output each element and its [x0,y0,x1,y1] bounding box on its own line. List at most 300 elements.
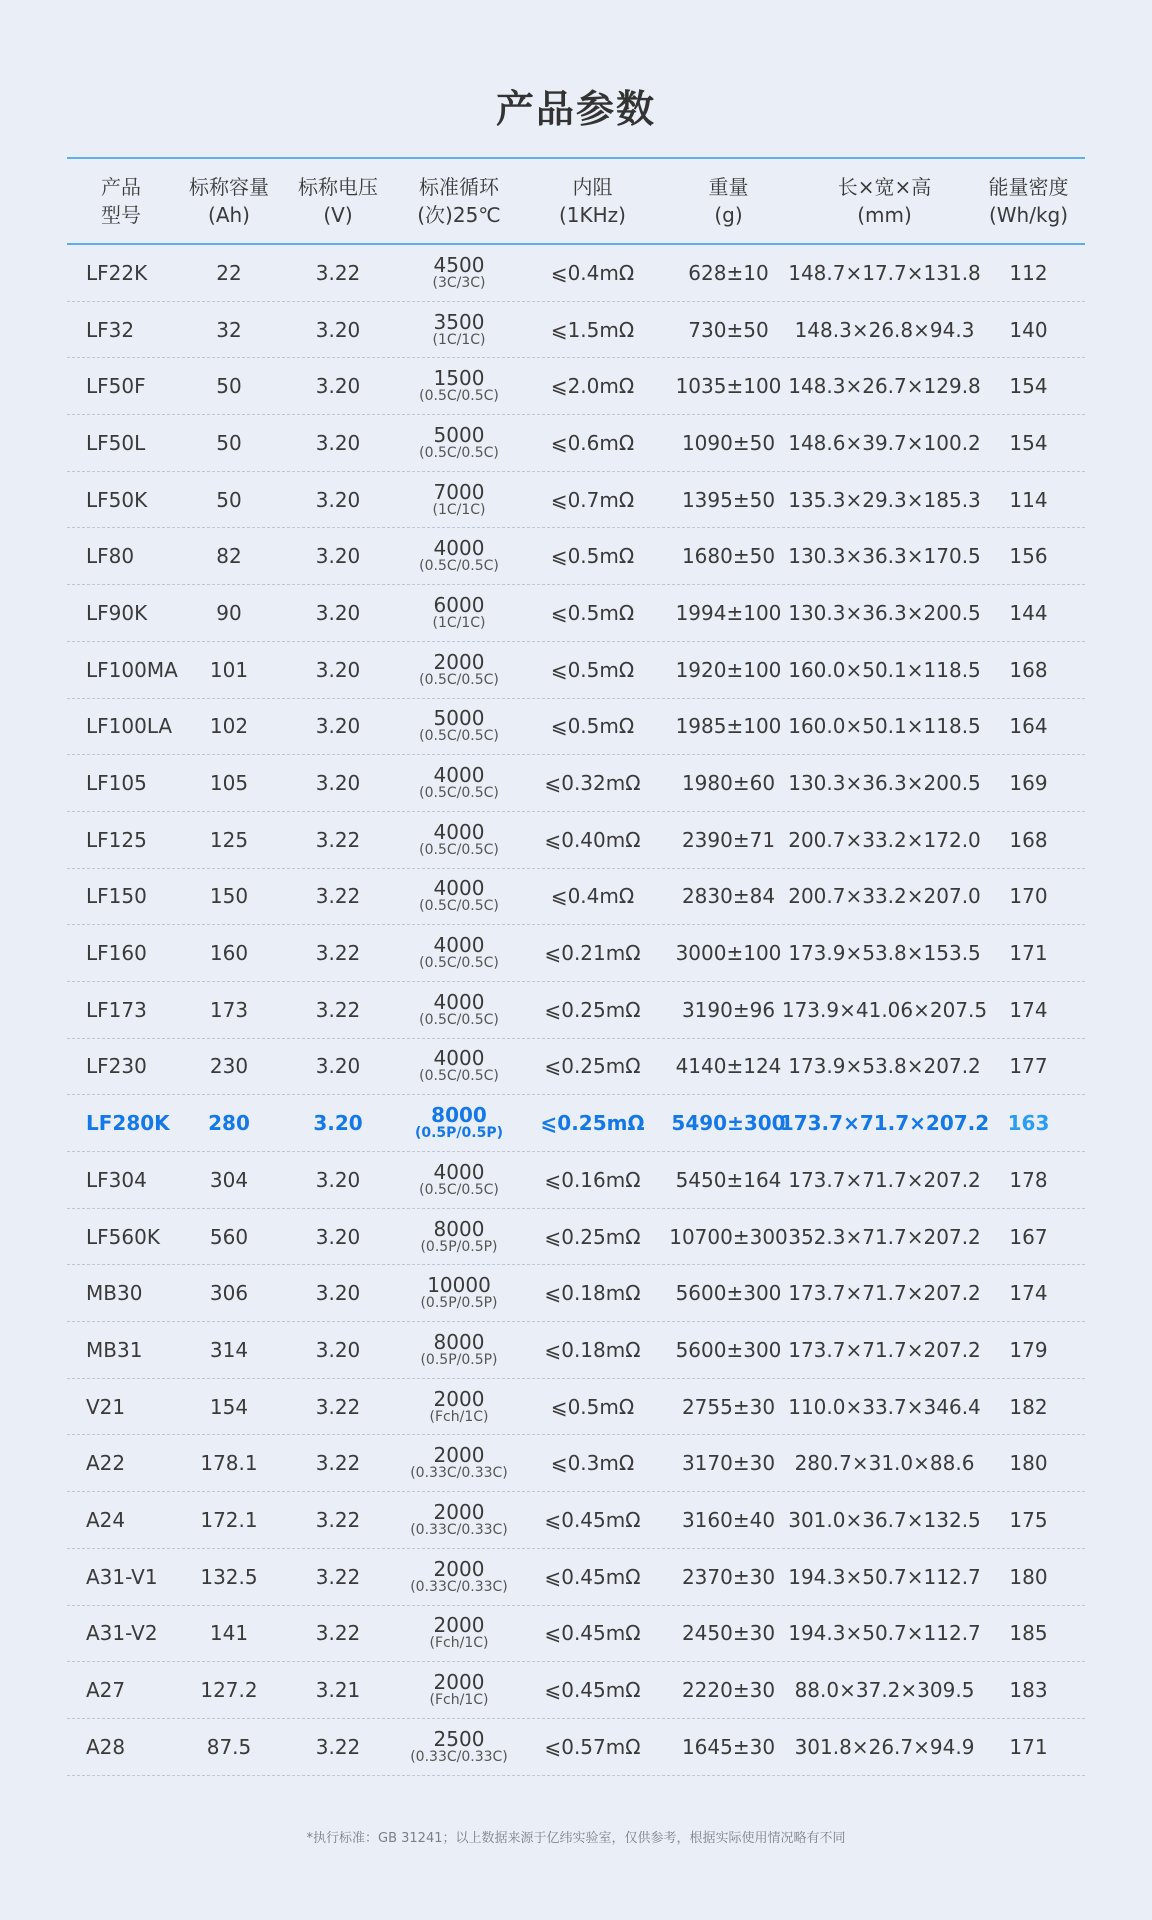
model-cell: MB31 [86,1337,143,1362]
resistance-cell: ⩽0.45mΩ [544,1564,641,1589]
resistance-cell: ⩽1.5mΩ [550,317,635,342]
weight-cell: 3000±100 [675,941,782,966]
cycle-cell [393,1615,525,1651]
cycle-count: 2000 [433,1386,485,1411]
cycle-rate: (0.5P/0.5P) [420,1351,498,1368]
cycle-count: 4000 [433,933,485,958]
cycle-rate: (Fch/1C) [429,1635,489,1652]
model-cell: A22 [86,1451,126,1476]
energy-density-cell: 185 [1009,1621,1048,1646]
cycle-count: 8000 [433,1216,485,1241]
cycle-rate: (0.5C/0.5C) [419,388,499,405]
cycle-count: 4000 [433,763,485,788]
resistance-cell: ⩽2.0mΩ [550,374,635,399]
model-cell: A31-V1 [86,1564,158,1589]
model-cell: LF105 [86,771,147,796]
cycle-cell [393,1386,525,1425]
resistance-cell: ⩽0.18mΩ [544,1337,641,1362]
dimensions-cell: 130.3×36.3×200.5 [788,771,981,796]
weight-cell: 5600±300 [675,1337,782,1362]
voltage-cell: 3.22 [315,1621,361,1646]
cycle-count: 2000 [433,1556,485,1581]
model-cell: LF90K [86,600,148,625]
table-row [67,982,1085,1039]
voltage-cell: 3.20 [315,317,361,342]
cycle-count: 4000 [433,536,485,561]
header-capacity: 标称容量 (Ah) [189,175,269,227]
dimensions-cell: 148.3×26.7×129.8 [788,374,981,399]
capacity-cell: 105 [209,771,249,796]
model-cell: LF80 [86,544,135,569]
weight-cell: 628±10 [688,260,769,285]
cycle-cell [393,252,525,291]
cycle-rate: (1C/1C) [432,331,486,348]
cycle-cell [393,1329,525,1368]
cycle-cell [393,538,525,574]
dimensions-cell: 130.3×36.3×200.5 [788,600,981,625]
table-row [67,1719,1085,1776]
cycle-count: 8000 [433,1329,485,1354]
capacity-cell: 50 [216,487,242,512]
model-cell: A31-V2 [86,1621,158,1646]
weight-cell: 2390±71 [681,827,776,852]
cycle-rate: (0.5C/0.5C) [419,558,499,575]
energy-density-cell: 182 [1009,1394,1048,1419]
header-resistance: 内阻 (1KHz) [559,175,626,227]
cycle-rate: (0.33C/0.33C) [410,1465,508,1482]
table-row [67,1265,1085,1322]
voltage-cell: 3.20 [315,1281,361,1306]
weight-cell: 2450±30 [681,1621,776,1646]
capacity-cell: 150 [209,884,249,909]
voltage-cell: 3.20 [315,1337,361,1362]
voltage-cell: 3.20 [315,1054,361,1079]
resistance-cell: ⩽0.21mΩ [544,941,641,966]
weight-cell: 1680±50 [681,544,776,569]
model-cell: LF280K [86,1111,170,1136]
model-cell: LF304 [86,1167,147,1192]
energy-density-cell: 177 [1009,1054,1048,1079]
voltage-cell: 3.20 [315,1224,361,1249]
energy-density-cell: 168 [1009,657,1048,682]
voltage-cell: 3.22 [315,827,361,852]
weight-cell: 1920±100 [675,657,782,682]
dimensions-cell: 301.0×36.7×132.5 [788,1507,981,1532]
energy-density-cell: 174 [1009,997,1048,1022]
cycle-rate: (0.33C/0.33C) [410,1521,508,1538]
weight-cell: 2370±30 [681,1564,776,1589]
weight-cell: 3170±30 [681,1451,776,1476]
dimensions-cell: 200.7×33.2×207.0 [788,884,981,909]
dimensions-cell: 110.0×33.7×346.4 [788,1394,981,1419]
capacity-cell: 50 [216,430,242,455]
table-row [67,1095,1085,1152]
model-cell: V21 [86,1394,126,1419]
dimensions-cell: 173.7×71.7×207.2 [788,1167,981,1192]
cycle-cell [393,708,525,744]
voltage-cell: 3.22 [315,1394,361,1419]
cycle-count: 4000 [433,1159,485,1184]
capacity-cell: 87.5 [206,1734,252,1759]
voltage-cell: 3.20 [315,657,361,682]
weight-cell: 3190±96 [681,997,776,1022]
resistance-cell: ⩽0.25mΩ [544,997,641,1022]
capacity-cell: 101 [209,657,249,682]
voltage-cell: 3.20 [315,374,361,399]
table-row [67,1209,1085,1266]
table-row [67,585,1085,642]
model-cell: LF50F [86,374,146,399]
energy-density-cell: 170 [1009,884,1048,909]
weight-cell: 1994±100 [675,600,782,625]
table-row [67,302,1085,359]
cycle-cell [393,422,525,461]
dimensions-cell: 88.0×37.2×309.5 [794,1678,975,1703]
resistance-cell: ⩽0.4mΩ [550,260,635,285]
cycle-count: 2000 [433,1499,485,1524]
resistance-cell: ⩽0.25mΩ [544,1054,641,1079]
energy-density-cell: 169 [1009,771,1048,796]
weight-cell: 5490±300 [671,1111,786,1136]
dimensions-cell: 173.9×53.8×153.5 [788,941,981,966]
dimensions-cell: 160.0×50.1×118.5 [788,657,981,682]
model-cell: LF125 [86,827,147,852]
capacity-cell: 102 [209,714,249,739]
energy-density-cell: 156 [1009,544,1048,569]
capacity-cell: 172.1 [200,1507,258,1532]
table-row [67,755,1085,812]
header-energy-density: 能量密度 (Wh/kg) [988,175,1069,227]
table-row [67,1492,1085,1549]
cycle-rate: (0.33C/0.33C) [410,1578,508,1595]
voltage-cell: 3.20 [315,714,361,739]
cycle-rate: (0.5P/0.5P) [420,1295,498,1312]
cycle-count: 2000 [433,649,485,674]
header-model: 产品 型号 [101,175,141,227]
voltage-cell: 3.22 [315,997,361,1022]
voltage-cell: 3.22 [315,884,361,909]
page-title: 产品参数 [495,87,656,131]
capacity-cell: 173 [209,997,249,1022]
energy-density-cell: 183 [1009,1678,1048,1703]
cycle-cell [393,1672,525,1708]
voltage-cell: 3.20 [313,1111,363,1136]
cycle-rate: (0.5C/0.5C) [419,1181,499,1198]
cycle-count: 5000 [433,706,485,731]
voltage-cell: 3.22 [315,1507,361,1532]
energy-density-cell: 171 [1009,941,1048,966]
cycle-count: 4000 [433,819,485,844]
header-cycle: 标准循环 (次)25℃ [417,175,501,227]
cycle-count: 2000 [433,1670,485,1695]
weight-cell: 10700±300 [669,1224,788,1249]
voltage-cell: 3.21 [315,1678,361,1703]
capacity-cell: 90 [216,600,242,625]
weight-cell: 4140±124 [675,1054,782,1079]
voltage-cell: 3.20 [315,487,361,512]
resistance-cell: ⩽0.45mΩ [544,1507,641,1532]
cycle-cell [393,1726,525,1765]
cycle-rate: (0.5C/0.5C) [419,728,499,745]
footnote: *执行标准：GB 31241；以上数据来源于亿纬实验室，仅供参考，根据实际使用情况略有不同 [306,1831,846,1846]
cycle-count: 3500 [433,309,485,334]
dimensions-cell: 173.9×41.06×207.5 [781,997,988,1022]
resistance-cell: ⩽0.5mΩ [550,1394,635,1419]
cycle-count: 4000 [433,989,485,1014]
cycle-cell [393,649,525,688]
cycle-cell [393,1216,525,1255]
energy-density-cell: 163 [1007,1111,1050,1136]
cycle-cell [393,592,525,631]
cycle-cell [393,309,525,348]
cycle-count: 4000 [433,876,485,901]
model-cell: MB30 [86,1281,143,1306]
table-row [67,1606,1085,1663]
model-cell: LF560K [86,1224,160,1249]
resistance-cell: ⩽0.5mΩ [550,714,635,739]
weight-cell: 1395±50 [681,487,776,512]
voltage-cell: 3.20 [315,544,361,569]
capacity-cell: 560 [209,1224,249,1249]
capacity-cell: 125 [209,827,249,852]
model-cell: LF150 [86,884,147,909]
cycle-rate: (Fch/1C) [429,1692,489,1709]
cycle-rate: (0.5C/0.5C) [419,671,499,688]
dimensions-cell: 173.9×53.8×207.2 [788,1054,981,1079]
resistance-cell: ⩽0.7mΩ [550,487,635,512]
cycle-cell [393,1499,525,1538]
weight-cell: 1985±100 [675,714,782,739]
voltage-cell: 3.20 [315,771,361,796]
cycle-rate: (0.5P/0.5P) [420,1238,498,1255]
energy-density-cell: 179 [1009,1337,1048,1362]
model-cell: LF100MA [86,657,178,682]
cycle-rate: (3C/3C) [432,274,486,291]
capacity-cell: 141 [209,1621,249,1646]
resistance-cell: ⩽0.25mΩ [540,1111,645,1136]
energy-density-cell: 114 [1009,487,1048,512]
table-row [67,642,1085,699]
weight-cell: 730±50 [688,317,769,342]
cycle-rate: (0.5C/0.5C) [419,444,499,461]
model-cell: LF100LA [86,714,173,739]
capacity-cell: 280 [208,1111,250,1136]
capacity-cell: 127.2 [200,1678,258,1703]
voltage-cell: 3.20 [315,1167,361,1192]
capacity-cell: 306 [209,1281,249,1306]
energy-density-cell: 154 [1009,374,1048,399]
dimensions-cell: 173.7×71.7×207.2 [779,1111,990,1136]
energy-density-cell: 167 [1009,1224,1048,1249]
cycle-cell [393,368,525,404]
cycle-count: 1500 [433,366,485,391]
model-cell: A28 [86,1734,126,1759]
table-row [67,1549,1085,1606]
cycle-count: 2000 [433,1613,485,1638]
spec-table [67,157,1085,1776]
weight-cell: 1035±100 [675,374,782,399]
capacity-cell: 230 [209,1054,249,1079]
energy-density-cell: 180 [1009,1564,1048,1589]
weight-cell: 1980±60 [681,771,776,796]
resistance-cell: ⩽0.5mΩ [550,600,635,625]
cycle-rate: (0.5C/0.5C) [419,898,499,915]
voltage-cell: 3.20 [315,430,361,455]
cycle-count: 4500 [433,252,485,277]
resistance-cell: ⩽0.6mΩ [550,430,635,455]
header-weight: 重量 (g) [708,175,749,227]
dimensions-cell: 352.3×71.7×207.2 [788,1224,981,1249]
table-row [67,472,1085,529]
resistance-cell: ⩽0.3mΩ [550,1451,635,1476]
cycle-cell [393,479,525,518]
table-row [67,1662,1085,1719]
weight-cell: 1090±50 [681,430,776,455]
table-row [67,699,1085,756]
cycle-count: 2500 [433,1726,485,1751]
cycle-cell [393,1445,525,1481]
cycle-cell [393,1159,525,1198]
cycle-rate: (0.5C/0.5C) [419,785,499,802]
dimensions-cell: 148.3×26.8×94.3 [794,317,975,342]
cycle-cell [393,765,525,801]
table-row [67,1322,1085,1379]
voltage-cell: 3.22 [315,941,361,966]
cycle-rate: (0.5C/0.5C) [419,955,499,972]
dimensions-cell: 280.7×31.0×88.6 [794,1451,975,1476]
resistance-cell: ⩽0.40mΩ [544,827,641,852]
cycle-cell [393,935,525,971]
table-row [67,925,1085,982]
capacity-cell: 132.5 [200,1564,258,1589]
table-body [67,245,1085,1776]
cycle-cell [393,878,525,914]
model-cell: A27 [86,1678,126,1703]
resistance-cell: ⩽0.45mΩ [544,1621,641,1646]
table-row [67,1379,1085,1436]
cycle-count: 5000 [433,422,485,447]
dimensions-cell: 148.6×39.7×100.2 [788,430,981,455]
energy-density-cell: 154 [1009,430,1048,455]
cycle-rate: (0.5C/0.5C) [419,1011,499,1028]
model-cell: LF230 [86,1054,147,1079]
model-cell: LF32 [86,317,135,342]
weight-cell: 3160±40 [681,1507,776,1532]
cycle-cell [393,1556,525,1595]
cycle-cell [393,1048,525,1084]
resistance-cell: ⩽0.45mΩ [544,1678,641,1703]
resistance-cell: ⩽0.32mΩ [544,771,641,796]
capacity-cell: 154 [209,1394,249,1419]
resistance-cell: ⩽0.5mΩ [550,544,635,569]
dimensions-cell: 135.3×29.3×185.3 [788,487,981,512]
cycle-count: 10000 [427,1273,491,1298]
resistance-cell: ⩽0.4mΩ [550,884,635,909]
model-cell: LF22K [86,260,148,285]
capacity-cell: 50 [216,374,242,399]
table-row [67,245,1085,302]
dimensions-cell: 130.3×36.3×170.5 [788,544,981,569]
cycle-count: 6000 [433,592,485,617]
dimensions-cell: 200.7×33.2×172.0 [788,827,981,852]
table-row [67,528,1085,585]
voltage-cell: 3.20 [315,600,361,625]
dimensions-cell: 194.3×50.7×112.7 [788,1564,981,1589]
dimensions-cell: 173.7×71.7×207.2 [788,1281,981,1306]
energy-density-cell: 174 [1009,1281,1048,1306]
dimensions-cell: 301.8×26.7×94.9 [794,1734,975,1759]
energy-density-cell: 112 [1009,260,1048,285]
cycle-cell [393,1105,525,1141]
model-cell: LF173 [86,997,147,1022]
resistance-cell: ⩽0.25mΩ [544,1224,641,1249]
cycle-rate: (0.5C/0.5C) [419,1068,499,1085]
weight-cell: 1645±30 [681,1734,776,1759]
capacity-cell: 178.1 [200,1451,258,1476]
table-row [67,1152,1085,1209]
model-cell: LF50L [86,430,146,455]
table-row [67,1435,1085,1492]
resistance-cell: ⩽0.18mΩ [544,1281,641,1306]
cycle-rate: (0.33C/0.33C) [410,1748,508,1765]
voltage-cell: 3.22 [315,1564,361,1589]
cycle-cell [393,819,525,858]
header-voltage: 标称电压 (V) [298,175,378,227]
table-row [67,358,1085,415]
weight-cell: 5600±300 [675,1281,782,1306]
capacity-cell: 82 [216,544,242,569]
cycle-count: 4000 [433,1046,485,1071]
cycle-cell [393,989,525,1028]
weight-cell: 2830±84 [681,884,776,909]
weight-cell: 2755±30 [681,1394,776,1419]
voltage-cell: 3.22 [315,1451,361,1476]
dimensions-cell: 160.0×50.1×118.5 [788,714,981,739]
dimensions-cell: 173.7×71.7×207.2 [788,1337,981,1362]
energy-density-cell: 171 [1009,1734,1048,1759]
cycle-count: 8000 [431,1103,487,1128]
voltage-cell: 3.22 [315,1734,361,1759]
table-row [67,415,1085,472]
capacity-cell: 314 [209,1337,249,1362]
energy-density-cell: 180 [1009,1451,1048,1476]
resistance-cell: ⩽0.57mΩ [544,1734,641,1759]
weight-cell: 2220±30 [681,1678,776,1703]
energy-density-cell: 168 [1009,827,1048,852]
table-row [67,812,1085,869]
dimensions-cell: 148.7×17.7×131.8 [788,260,981,285]
capacity-cell: 22 [216,260,242,285]
cycle-count: 2000 [433,1443,485,1468]
cycle-rate: (1C/1C) [432,614,486,631]
energy-density-cell: 164 [1009,714,1048,739]
capacity-cell: 160 [209,941,249,966]
resistance-cell: ⩽0.16mΩ [544,1167,641,1192]
model-cell: LF50K [86,487,148,512]
weight-cell: 5450±164 [675,1167,782,1192]
table-row [67,1039,1085,1096]
header-dimensions: 长×宽×高 (mm) [837,175,932,227]
capacity-cell: 304 [209,1167,249,1192]
model-cell: LF160 [86,941,147,966]
cycle-rate: (0.5C/0.5C) [419,841,499,858]
cycle-cell [393,1275,525,1311]
resistance-cell: ⩽0.5mΩ [550,657,635,682]
energy-density-cell: 144 [1009,600,1048,625]
energy-density-cell: 140 [1009,317,1048,342]
model-cell: A24 [86,1507,126,1532]
cycle-count: 7000 [433,479,485,504]
